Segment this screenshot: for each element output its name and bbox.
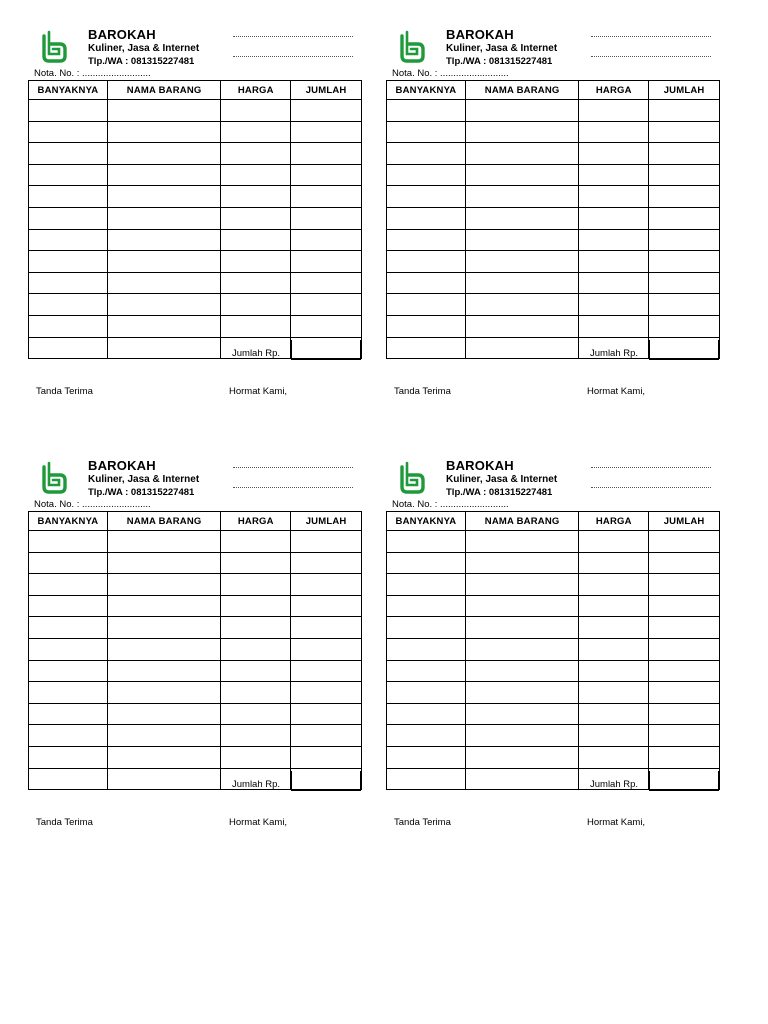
nota-number: Nota. No. : .......................... [34,499,151,510]
table-cell[interactable] [465,186,579,208]
table-cell[interactable] [649,703,720,725]
table-cell[interactable] [107,703,221,725]
table-cell[interactable] [29,207,108,229]
table-cell[interactable] [465,229,579,251]
header-dotted-line [591,36,711,37]
items-table [28,511,362,790]
receipt [28,457,368,857]
table-row [387,531,720,553]
table-cell[interactable] [579,207,649,229]
table-cell[interactable] [107,229,221,251]
header-dotted-line [591,467,711,468]
table-cell[interactable] [387,229,466,251]
sign-receiver: Tanda Terima [394,386,451,397]
table-cell[interactable] [579,725,649,747]
barokah-logo-icon [398,30,426,64]
table-cell[interactable] [387,186,466,208]
table-cell[interactable] [221,617,291,639]
table-row [387,229,720,251]
header-dotted-line [233,467,353,468]
items-table [386,80,720,359]
sign-sender: Hormat Kami, [229,817,288,828]
sign-receiver: Tanda Terima [394,817,451,828]
table-cell[interactable] [579,595,649,617]
table-cell[interactable] [221,143,291,165]
table-row [387,725,720,747]
table-cell[interactable] [649,207,720,229]
table-cell[interactable] [221,682,291,704]
table-cell[interactable] [579,315,649,337]
table-cell[interactable] [465,768,579,790]
table-row [387,617,720,639]
brand-name: BAROKAH [88,458,156,473]
receipt [386,26,726,426]
table-row [387,121,720,143]
table-row [387,251,720,273]
table-cell[interactable] [29,164,108,186]
table-cell[interactable] [107,315,221,337]
table-cell[interactable] [387,164,466,186]
table-cell[interactable] [387,100,466,122]
table-cell[interactable] [649,143,720,165]
header-banyaknya: BANYAKNYA [387,512,466,531]
table-row [29,143,362,165]
table-cell[interactable] [465,638,579,660]
table-cell[interactable] [465,272,579,294]
table-cell[interactable] [107,595,221,617]
table-row [29,574,362,596]
brand-phone: Tlp./WA : 081315227481 [446,56,553,67]
table-cell[interactable] [387,617,466,639]
table-cell[interactable] [29,251,108,273]
table-cell[interactable] [579,746,649,768]
header-banyaknya: BANYAKNYA [387,81,466,100]
table-cell[interactable] [579,229,649,251]
table-cell[interactable] [465,574,579,596]
header-banyaknya: BANYAKNYA [29,81,108,100]
table-cell[interactable] [579,574,649,596]
table-cell[interactable] [291,617,362,639]
table-cell[interactable] [465,703,579,725]
table-cell[interactable] [29,272,108,294]
table-cell[interactable] [291,143,362,165]
table-cell[interactable] [291,574,362,596]
total-label: Jumlah Rp. [232,348,281,359]
brand-tagline: Kuliner, Jasa & Internet [446,43,558,54]
table-cell[interactable] [465,595,579,617]
table-cell[interactable] [387,337,466,359]
table-cell[interactable] [107,164,221,186]
table-row [29,638,362,660]
header-jumlah: JUMLAH [291,512,362,531]
table-row [387,595,720,617]
table-cell[interactable] [465,337,579,359]
table-cell[interactable] [29,703,108,725]
table-row [29,207,362,229]
table-cell[interactable] [465,682,579,704]
sign-sender: Hormat Kami, [587,817,646,828]
table-cell[interactable] [649,595,720,617]
table-cell[interactable] [29,595,108,617]
sign-sender: Hormat Kami, [587,386,646,397]
table-row [387,682,720,704]
total-field[interactable] [291,771,361,791]
table-cell[interactable] [221,229,291,251]
header-harga: HARGA [579,81,649,100]
nota-number: Nota. No. : .......................... [392,68,509,79]
header-harga: HARGA [221,81,291,100]
table-cell[interactable] [387,595,466,617]
header-harga: HARGA [221,512,291,531]
table-cell[interactable] [29,186,108,208]
items-table [386,511,720,790]
table-row [29,725,362,747]
table-cell[interactable] [649,617,720,639]
table-cell[interactable] [579,682,649,704]
total-label: Jumlah Rp. [232,779,281,790]
table-cell[interactable] [221,638,291,660]
table-cell[interactable] [291,164,362,186]
table-row [387,143,720,165]
table-cell[interactable] [649,531,720,553]
table-row [387,164,720,186]
table-cell[interactable] [649,746,720,768]
table-cell[interactable] [221,121,291,143]
table-cell[interactable] [291,725,362,747]
table-row [387,294,720,316]
table-cell[interactable] [107,617,221,639]
table-cell[interactable] [29,315,108,337]
table-row [29,703,362,725]
table-cell[interactable] [387,207,466,229]
table-cell[interactable] [649,100,720,122]
header-nama-barang: NAMA BARANG [107,81,221,100]
table-cell[interactable] [221,272,291,294]
table-row [387,315,720,337]
table-row [29,186,362,208]
table-row [387,746,720,768]
table-cell[interactable] [291,100,362,122]
table-cell[interactable] [29,294,108,316]
table-cell[interactable] [579,143,649,165]
table-row [29,746,362,768]
header-dotted-line [233,487,353,488]
header-jumlah: JUMLAH [649,81,720,100]
header-nama-barang: NAMA BARANG [107,512,221,531]
table-cell[interactable] [291,595,362,617]
table-cell[interactable] [221,315,291,337]
table-row [387,660,720,682]
table-row [29,294,362,316]
brand-phone: Tlp./WA : 081315227481 [88,487,195,498]
header-dotted-line [591,56,711,57]
sign-sender: Hormat Kami, [229,386,288,397]
table-row [29,660,362,682]
table-cell[interactable] [465,552,579,574]
table-cell[interactable] [465,251,579,273]
table-cell[interactable] [29,682,108,704]
table-cell[interactable] [29,638,108,660]
table-cell[interactable] [221,164,291,186]
table-cell[interactable] [465,617,579,639]
table-row [29,315,362,337]
table-cell[interactable] [387,574,466,596]
table-cell[interactable] [649,121,720,143]
brand-name: BAROKAH [88,27,156,42]
table-cell[interactable] [465,725,579,747]
table-cell[interactable] [291,294,362,316]
barokah-logo-icon [40,461,68,495]
table-cell[interactable] [29,574,108,596]
table-cell[interactable] [221,100,291,122]
table-cell[interactable] [291,660,362,682]
table-row [29,121,362,143]
table-cell[interactable] [465,164,579,186]
table-row [387,552,720,574]
table-cell[interactable] [387,272,466,294]
brand-name: BAROKAH [446,458,514,473]
table-cell[interactable] [387,143,466,165]
table-cell[interactable] [29,768,108,790]
table-row [387,638,720,660]
table-cell[interactable] [649,229,720,251]
table-cell[interactable] [221,207,291,229]
table-cell[interactable] [649,725,720,747]
brand-phone: Tlp./WA : 081315227481 [88,56,195,67]
total-field[interactable] [649,771,719,791]
table-row [387,207,720,229]
table-row [29,682,362,704]
header-dotted-line [591,487,711,488]
table-cell[interactable] [29,100,108,122]
brand-name: BAROKAH [446,27,514,42]
table-cell[interactable] [29,552,108,574]
table-cell[interactable] [579,531,649,553]
table-cell[interactable] [649,315,720,337]
table-cell[interactable] [579,617,649,639]
table-cell[interactable] [649,552,720,574]
table-cell[interactable] [107,638,221,660]
brand-phone: Tlp./WA : 081315227481 [446,487,553,498]
table-cell[interactable] [291,746,362,768]
table-cell[interactable] [107,143,221,165]
table-cell[interactable] [221,251,291,273]
table-cell[interactable] [107,207,221,229]
table-cell[interactable] [579,294,649,316]
barokah-logo-icon [40,30,68,64]
table-cell[interactable] [291,682,362,704]
header-harga: HARGA [579,512,649,531]
table-cell[interactable] [387,660,466,682]
table-row [29,100,362,122]
header-dotted-line [233,56,353,57]
table-cell[interactable] [579,272,649,294]
table-cell[interactable] [107,186,221,208]
table-cell[interactable] [221,725,291,747]
table-cell[interactable] [29,617,108,639]
total-field[interactable] [291,340,361,360]
table-cell[interactable] [107,272,221,294]
table-cell[interactable] [579,552,649,574]
table-cell[interactable] [387,768,466,790]
table-cell[interactable] [579,660,649,682]
table-row [29,552,362,574]
table-cell[interactable] [649,660,720,682]
table-cell[interactable] [387,638,466,660]
table-cell[interactable] [465,207,579,229]
table-cell[interactable] [107,725,221,747]
table-cell[interactable] [107,682,221,704]
table-cell[interactable] [29,746,108,768]
table-cell[interactable] [291,186,362,208]
barokah-logo-icon [398,461,426,495]
table-cell[interactable] [465,660,579,682]
table-cell[interactable] [29,337,108,359]
total-label: Jumlah Rp. [590,348,639,359]
table-cell[interactable] [107,768,221,790]
sign-receiver: Tanda Terima [36,817,93,828]
table-cell[interactable] [291,315,362,337]
table-cell[interactable] [221,746,291,768]
table-cell[interactable] [107,251,221,273]
table-cell[interactable] [29,143,108,165]
table-cell[interactable] [649,251,720,273]
table-row [387,100,720,122]
table-cell[interactable] [107,121,221,143]
table-cell[interactable] [649,186,720,208]
table-cell[interactable] [221,703,291,725]
sign-receiver: Tanda Terima [36,386,93,397]
table-row [29,595,362,617]
table-cell[interactable] [291,272,362,294]
table-cell[interactable] [221,660,291,682]
table-row [29,164,362,186]
header-jumlah: JUMLAH [649,512,720,531]
table-cell[interactable] [107,746,221,768]
table-cell[interactable] [291,229,362,251]
table-cell[interactable] [465,121,579,143]
table-cell[interactable] [221,574,291,596]
table-cell[interactable] [387,531,466,553]
brand-tagline: Kuliner, Jasa & Internet [446,474,558,485]
table-cell[interactable] [221,531,291,553]
table-cell[interactable] [579,121,649,143]
table-row [29,617,362,639]
header-nama-barang: NAMA BARANG [465,512,579,531]
brand-tagline: Kuliner, Jasa & Internet [88,474,200,485]
nota-number: Nota. No. : .......................... [392,499,509,510]
table-cell[interactable] [649,682,720,704]
table-cell[interactable] [649,294,720,316]
header-nama-barang: NAMA BARANG [465,81,579,100]
table-cell[interactable] [291,121,362,143]
table-row [29,272,362,294]
items-table [28,80,362,359]
table-cell[interactable] [221,595,291,617]
table-cell[interactable] [579,100,649,122]
table-cell[interactable] [291,552,362,574]
table-cell[interactable] [387,294,466,316]
table-cell[interactable] [465,294,579,316]
total-label: Jumlah Rp. [590,779,639,790]
table-cell[interactable] [107,574,221,596]
table-row [29,229,362,251]
table-cell[interactable] [387,251,466,273]
table-cell[interactable] [29,660,108,682]
table-cell[interactable] [649,574,720,596]
table-row [387,703,720,725]
table-cell[interactable] [107,294,221,316]
table-cell[interactable] [465,143,579,165]
nota-number: Nota. No. : .......................... [34,68,151,79]
table-cell[interactable] [465,531,579,553]
table-cell[interactable] [291,531,362,553]
table-cell[interactable] [291,251,362,273]
receipt [386,457,726,857]
table-row [387,574,720,596]
header-banyaknya: BANYAKNYA [29,512,108,531]
header-jumlah: JUMLAH [291,81,362,100]
receipt [28,26,368,426]
table-cell[interactable] [579,703,649,725]
table-row [29,251,362,273]
table-cell[interactable] [29,229,108,251]
table-cell[interactable] [387,725,466,747]
table-row [29,531,362,553]
table-cell[interactable] [465,746,579,768]
table-cell[interactable] [107,660,221,682]
table-cell[interactable] [291,638,362,660]
table-cell[interactable] [221,186,291,208]
table-cell[interactable] [465,100,579,122]
table-cell[interactable] [465,315,579,337]
table-cell[interactable] [387,703,466,725]
table-cell[interactable] [291,207,362,229]
table-cell[interactable] [649,164,720,186]
table-cell[interactable] [649,638,720,660]
table-cell[interactable] [387,552,466,574]
table-cell[interactable] [107,100,221,122]
header-dotted-line [233,36,353,37]
table-cell[interactable] [29,531,108,553]
table-cell[interactable] [649,272,720,294]
table-cell[interactable] [291,703,362,725]
table-cell[interactable] [387,682,466,704]
table-cell[interactable] [107,531,221,553]
table-row [387,272,720,294]
table-cell[interactable] [579,186,649,208]
table-cell[interactable] [579,164,649,186]
table-cell[interactable] [579,638,649,660]
total-field[interactable] [649,340,719,360]
table-cell[interactable] [221,294,291,316]
table-cell[interactable] [387,315,466,337]
brand-tagline: Kuliner, Jasa & Internet [88,43,200,54]
table-cell[interactable] [387,746,466,768]
table-cell[interactable] [107,552,221,574]
table-cell[interactable] [29,121,108,143]
table-cell[interactable] [387,121,466,143]
table-cell[interactable] [579,251,649,273]
table-cell[interactable] [221,552,291,574]
table-row [387,186,720,208]
table-cell[interactable] [29,725,108,747]
table-cell[interactable] [107,337,221,359]
